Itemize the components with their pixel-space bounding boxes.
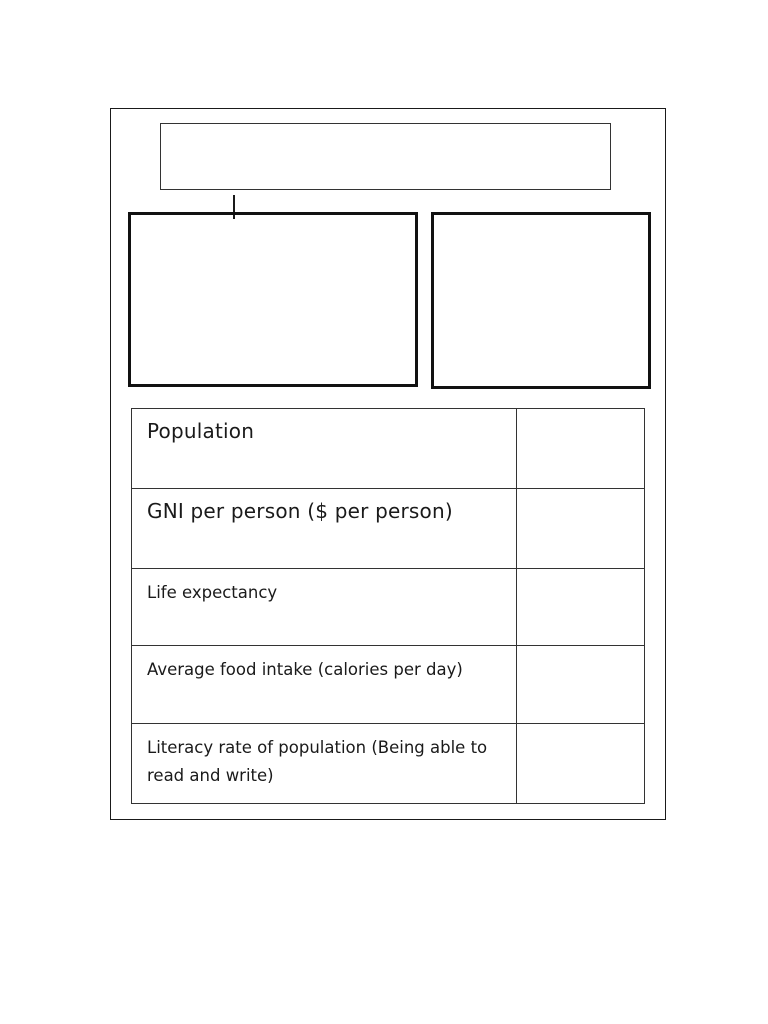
title-box[interactable]: [160, 123, 611, 190]
facts-table: [131, 408, 645, 804]
row-label-cell: [132, 724, 517, 804]
row-label-cell: [132, 569, 517, 646]
image-box-right[interactable]: [431, 212, 651, 389]
row-label-cell: [132, 409, 517, 489]
table-row: [132, 489, 645, 569]
row-label: Life expectancy: [147, 583, 278, 602]
row-value-cell[interactable]: [517, 409, 645, 489]
row-value-cell[interactable]: [517, 569, 645, 646]
table-row: [132, 569, 645, 646]
row-label: Literacy rate of population (Being able to read and write): [147, 738, 488, 785]
row-label: Average food intake (calories per day): [147, 660, 463, 679]
table-row: [132, 724, 645, 804]
row-label: Population: [147, 419, 255, 443]
image-box-left[interactable]: [128, 212, 418, 387]
row-label-cell: [132, 646, 517, 724]
row-label: GNI per person ($ per person): [147, 499, 453, 523]
row-value-cell[interactable]: [517, 646, 645, 724]
row-value-cell[interactable]: [517, 489, 645, 569]
table-row: [132, 646, 645, 724]
row-label-cell: [132, 489, 517, 569]
table-row: [132, 409, 645, 489]
row-value-cell[interactable]: [517, 724, 645, 804]
